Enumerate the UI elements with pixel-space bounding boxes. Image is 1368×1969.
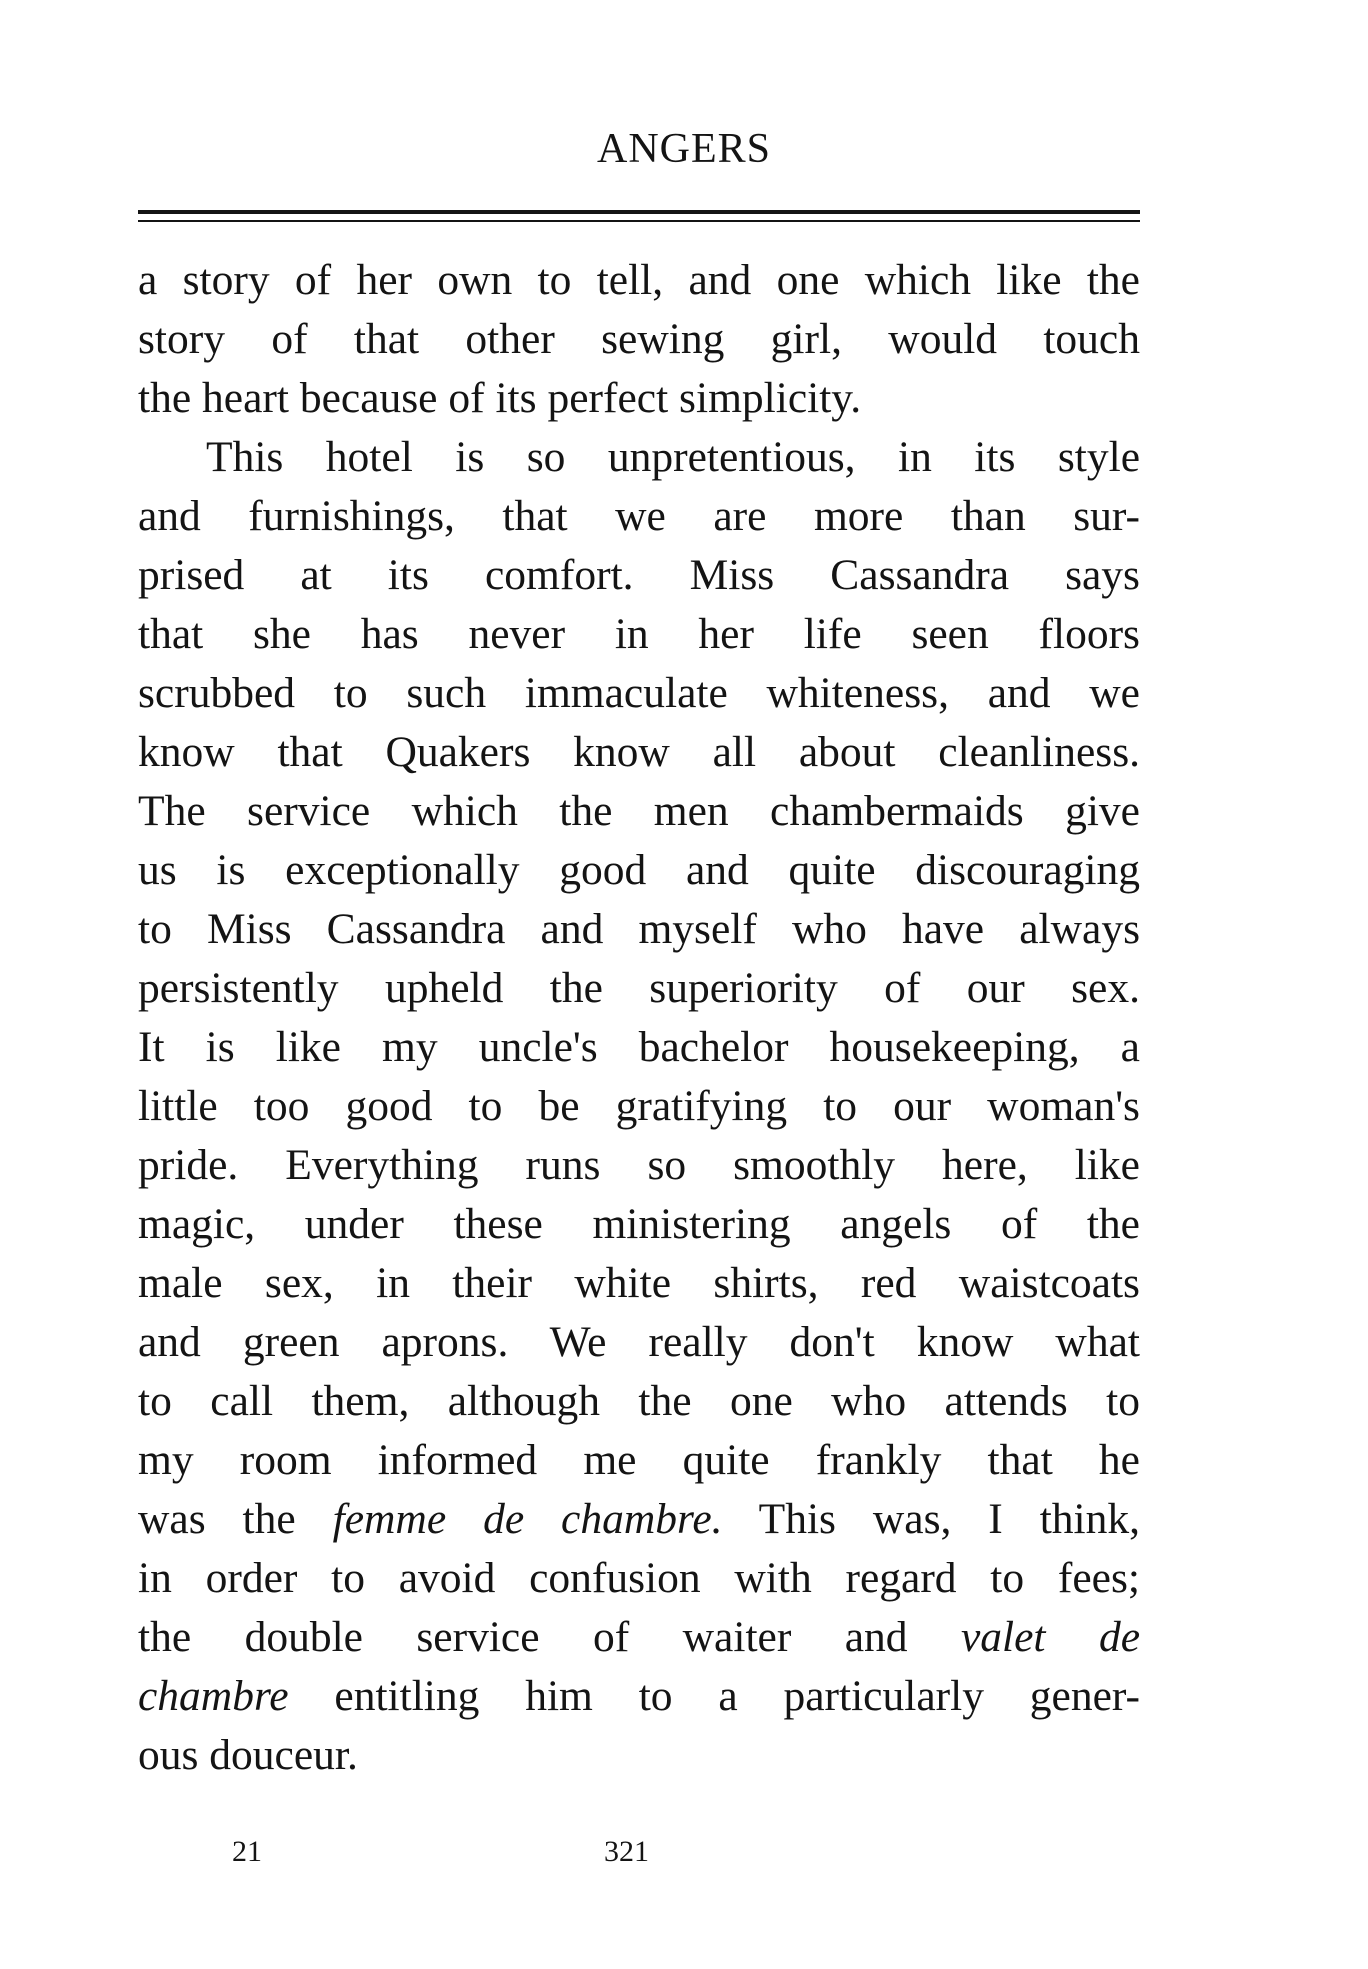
text-line: in order to avoid confusion with regard to fees; [138,1554,1140,1602]
italic-phrase: femme de chambre. [332,1495,723,1543]
text-line-with-italic [138,1608,1140,1667]
text-line: and green aprons. We really don't know what [138,1318,1140,1366]
text-line: to call them, although the one who attends to [138,1377,1140,1425]
text-line: and furnishings, that we are more than sur- [138,492,1140,540]
signature-mark: 21 [232,1835,262,1868]
text-run: the double service of waiter and [138,1613,961,1661]
text-line: us is exceptionally good and quite discouraging [138,846,1140,894]
text-line: persistently upheld the superiority of our sex. [138,964,1140,1012]
text-line: my room informed me quite frankly that he [138,1436,1140,1484]
header-rule-thin [138,220,1140,222]
paragraph-start-line: This hotel is so unpretentious, in its style [206,433,1140,481]
header-rule-thick [138,210,1140,214]
running-head: ANGERS [596,126,772,172]
page-number: 321 [604,1835,649,1868]
text-line: ous douceur. [138,1731,358,1779]
text-line: a story of her own to tell, and one which like the [138,256,1140,304]
text-line: little too good to be gratifying to our woman's [138,1082,1140,1130]
text-line: It is like my uncle's bachelor housekeeping, a [138,1023,1140,1071]
text-line: story of that other sewing girl, would touch [138,315,1140,363]
text-run: This was, I think, [722,1495,1140,1543]
text-line: prised at its comfort. Miss Cassandra says [138,551,1140,599]
text-line: that she has never in her life seen floors [138,610,1140,658]
text-line: the heart because of its perfect simplicity. [138,374,862,422]
text-run: entitling him to a particularly gener- [288,1672,1140,1720]
text-line-with-italic [138,1490,1140,1549]
body-text [138,251,1140,1785]
italic-phrase: chambre [138,1672,289,1720]
text-line: male sex, in their white shirts, red waistcoats [138,1259,1140,1307]
text-line: The service which the men chambermaids give [138,787,1140,835]
text-line: pride. Everything runs so smoothly here, like [138,1141,1140,1189]
text-line: know that Quakers know all about cleanliness. [138,728,1140,776]
text-line: magic, under these ministering angels of the [138,1200,1140,1248]
text-run: was the [138,1495,333,1543]
text-line: to Miss Cassandra and myself who have always [138,905,1140,953]
text-line: scrubbed to such immaculate whiteness, and we [138,669,1140,717]
text-line-with-italic [138,1667,1140,1726]
italic-phrase: valet de [960,1613,1140,1661]
